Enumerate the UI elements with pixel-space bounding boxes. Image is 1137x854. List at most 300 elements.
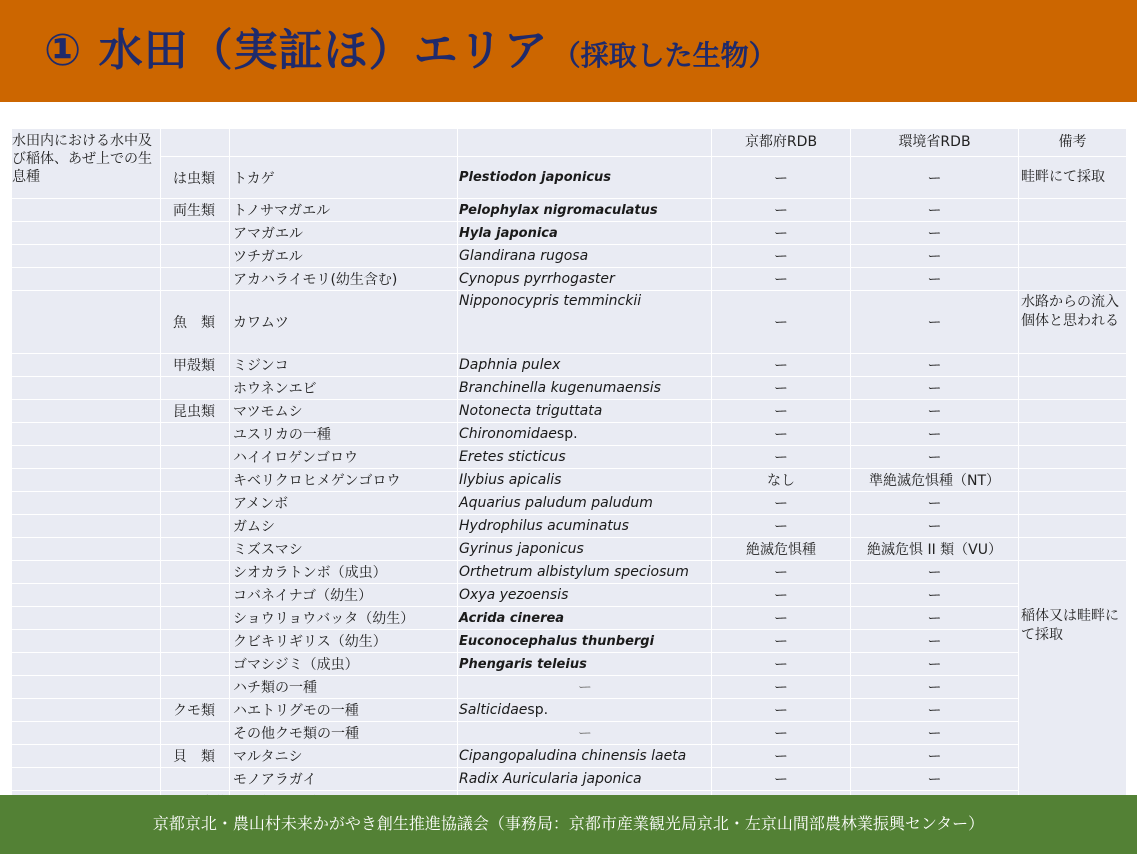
scientific-name-cell-text: Hydrophilus acuminatus	[459, 518, 629, 534]
merged-note-cell: 稲体又は畦畔にて採取	[1019, 561, 1126, 813]
category-cell	[161, 469, 229, 491]
kyoto-rdb-cell	[712, 446, 850, 468]
scientific-name-cell-text: Cipangopaludina chinensis laeta	[459, 748, 687, 764]
japanese-name-cell	[230, 584, 457, 606]
env-rdb-cell-text: ー	[927, 315, 942, 331]
category-cell-text: 魚 類	[173, 315, 215, 331]
japanese-name-cell-text: ミジンコ	[233, 358, 289, 374]
japanese-name-cell-text: コバネイナゴ（幼生）	[233, 588, 373, 604]
note-cell	[1019, 538, 1126, 560]
note-cell-text: 畦畔にて採取	[1021, 169, 1105, 185]
kyoto-rdb-cell-text: ー	[774, 272, 788, 288]
category-cell	[161, 607, 229, 629]
habitat-cell	[12, 584, 160, 606]
kyoto-rdb-cell-text: ー	[774, 519, 788, 535]
category-cell-text: 昆虫類	[173, 404, 215, 420]
habitat-cell	[12, 676, 160, 698]
table-row	[12, 354, 1126, 377]
habitat-cell	[12, 222, 160, 244]
habitat-cell	[12, 515, 160, 537]
env-rdb-cell-text: ー	[927, 772, 942, 788]
scientific-name-cell-text: Chironomidae	[459, 426, 557, 442]
env-rdb-cell-text: 絶滅危惧 II 類（VU）	[867, 542, 1002, 558]
env-rdb-cell-text: ー	[927, 358, 942, 374]
category-cell-text: 甲殻類	[173, 358, 215, 374]
scientific-name-cell-text: Salticidae	[459, 702, 528, 718]
japanese-name-cell-text: マルタニシ	[233, 749, 303, 765]
note-cell	[1019, 423, 1126, 445]
japanese-name-cell-text: ミズスマシ	[233, 542, 303, 558]
scientific-name-cell-text: Acrida cinerea	[459, 610, 565, 626]
scientific-name-cell	[458, 245, 711, 267]
scientific-name-cell-text: Gyrinus japonicus	[459, 541, 584, 557]
table-row	[12, 245, 1126, 268]
env-rdb-cell	[851, 157, 1018, 198]
japanese-name-cell-text: ユスリカの一種	[233, 427, 331, 443]
japanese-name-cell	[230, 222, 457, 244]
kyoto-rdb-cell	[712, 768, 850, 790]
japanese-name-cell	[230, 268, 457, 290]
habitat-cell	[12, 446, 160, 468]
kyoto-rdb-cell	[712, 222, 850, 244]
kyoto-rdb-cell-text: ー	[774, 703, 788, 719]
kyoto-rdb-cell	[712, 400, 850, 422]
scientific-name-cell	[458, 676, 711, 698]
kyoto-rdb-cell	[712, 699, 850, 721]
slide-title	[44, 20, 777, 82]
note-cell	[1019, 354, 1126, 376]
env-rdb-cell-text: ー	[927, 634, 942, 650]
kyoto-rdb-cell	[712, 630, 850, 652]
scientific-name-cell	[458, 469, 711, 491]
kyoto-rdb-cell	[712, 515, 850, 537]
kyoto-rdb-cell-text: ー	[774, 772, 788, 788]
kyoto-rdb-cell	[712, 745, 850, 767]
kyoto-rdb-cell	[712, 653, 850, 675]
category-cell	[161, 699, 229, 721]
env-rdb-cell-text: ー	[927, 611, 942, 627]
category-cell	[161, 722, 229, 744]
japanese-name-cell	[230, 354, 457, 376]
category-cell-text: クモ類	[173, 703, 215, 719]
japanese-name-cell-text: ゴマシジミ（成虫）	[233, 657, 359, 673]
category-cell	[161, 354, 229, 376]
title-subtitle: （採取した生物）	[552, 39, 777, 72]
scientific-name-cell	[458, 653, 711, 675]
habitat-cell	[12, 607, 160, 629]
env-rdb-cell-text: ー	[927, 272, 942, 288]
habitat-cell	[12, 423, 160, 445]
scientific-name-cell	[458, 584, 711, 606]
japanese-name-cell-text: ハイイロゲンゴロウ	[233, 450, 359, 466]
env-rdb-cell-text: ー	[927, 565, 942, 581]
category-cell	[161, 745, 229, 767]
env-rdb-cell	[851, 768, 1018, 790]
scientific-name-cell-text: Euconocephalus thunbergi	[459, 633, 655, 649]
japanese-name-cell-text: カワムツ	[233, 315, 289, 331]
category-cell	[161, 377, 229, 399]
sp-suffix: sp.	[527, 702, 549, 718]
env-rdb-cell	[851, 722, 1018, 744]
scientific-name-cell-text: Notonecta triguttata	[459, 403, 603, 419]
env-rdb-cell-text: ー	[927, 588, 942, 604]
scientific-name-cell	[458, 492, 711, 514]
habitat-cell	[12, 469, 160, 491]
env-rdb-cell-text: ー	[927, 519, 942, 535]
scientific-name-cell-text: ー	[578, 680, 592, 696]
species-table	[12, 129, 1126, 792]
env-rdb-cell-text: ー	[927, 203, 942, 219]
scientific-name-cell	[458, 268, 711, 290]
category-cell	[161, 561, 229, 583]
header-notes: 備考	[1019, 129, 1126, 156]
scientific-name-cell-text: Radix Auricularia japonica	[459, 771, 642, 787]
env-rdb-cell-text: 準絶滅危惧種（NT）	[868, 473, 1001, 489]
scientific-name-cell	[458, 607, 711, 629]
japanese-name-cell	[230, 653, 457, 675]
category-cell	[161, 538, 229, 560]
kyoto-rdb-cell-text: ー	[774, 496, 788, 512]
japanese-name-cell	[230, 630, 457, 652]
kyoto-rdb-cell-text: 絶滅危惧種	[746, 542, 816, 558]
japanese-name-cell-text: ツチガエル	[233, 249, 303, 265]
header-env-rdb: 環境省RDB	[851, 129, 1018, 156]
japanese-name-cell	[230, 561, 457, 583]
scientific-name-cell-text: Hyla japonica	[459, 225, 558, 241]
scientific-name-cell-text: Aquarius paludum paludum	[459, 495, 653, 511]
scientific-name-cell-text: ー	[578, 726, 592, 742]
scientific-name-cell	[458, 515, 711, 537]
japanese-name-cell	[230, 699, 457, 721]
table-row	[12, 446, 1126, 469]
japanese-name-cell	[230, 291, 457, 353]
table-row	[12, 676, 1126, 699]
japanese-name-cell	[230, 199, 457, 221]
footer-organization: 京都京北・農山村未来かがやき創生推進協議会（事務局：京都市産業観光局京北・左京山間部農林業振興センター）	[0, 795, 1137, 854]
category-cell	[161, 423, 229, 445]
scientific-name-cell-text: Glandirana rugosa	[459, 248, 589, 264]
env-rdb-cell	[851, 423, 1018, 445]
scientific-name-cell-text: Phengaris teleius	[459, 656, 587, 672]
note-cell	[1019, 377, 1126, 399]
habitat-cell	[12, 199, 160, 221]
habitat-cell	[12, 653, 160, 675]
category-cell-text: は虫類	[173, 170, 215, 187]
scientific-name-cell	[458, 446, 711, 468]
env-rdb-cell	[851, 400, 1018, 422]
japanese-name-cell-text: ホウネンエビ	[233, 381, 317, 397]
kyoto-rdb-cell-text: ー	[774, 427, 788, 443]
env-rdb-cell-text: ー	[927, 450, 942, 466]
env-rdb-cell	[851, 469, 1018, 491]
note-cell	[1019, 291, 1126, 353]
category-cell	[161, 630, 229, 652]
kyoto-rdb-cell	[712, 469, 850, 491]
category-cell	[161, 268, 229, 290]
kyoto-rdb-cell-text: ー	[774, 404, 788, 420]
note-cell-text: 水路からの流入個体と思われる	[1021, 294, 1119, 329]
env-rdb-cell	[851, 676, 1018, 698]
env-rdb-cell-text: ー	[927, 657, 942, 673]
category-cell	[161, 676, 229, 698]
japanese-name-cell	[230, 400, 457, 422]
env-rdb-cell	[851, 538, 1018, 560]
category-cell	[161, 768, 229, 790]
japanese-name-cell	[230, 607, 457, 629]
env-rdb-cell-text: ー	[927, 427, 942, 443]
table-row	[12, 699, 1126, 722]
table-row	[12, 561, 1126, 584]
japanese-name-cell-text: トカゲ	[233, 170, 275, 187]
env-rdb-cell	[851, 630, 1018, 652]
header-cell-category	[161, 129, 229, 156]
category-cell	[161, 245, 229, 267]
habitat-cell	[12, 538, 160, 560]
habitat-cell	[12, 268, 160, 290]
sp-suffix: sp.	[556, 426, 578, 442]
table-row	[12, 515, 1126, 538]
japanese-name-cell-text: ハチ類の一種	[233, 680, 317, 696]
japanese-name-cell-text: ガムシ	[233, 519, 275, 535]
scientific-name-cell-text: Pelophylax nigromaculatus	[459, 202, 658, 218]
japanese-name-cell	[230, 538, 457, 560]
category-cell	[161, 584, 229, 606]
kyoto-rdb-cell-text: ー	[774, 680, 788, 696]
env-rdb-cell-text: ー	[927, 249, 942, 265]
japanese-name-cell-text: シオカラトンボ（成虫）	[233, 565, 387, 581]
category-cell	[161, 515, 229, 537]
table-row	[12, 492, 1126, 515]
scientific-name-cell	[458, 377, 711, 399]
habitat-cell	[12, 291, 160, 353]
table-row	[12, 199, 1126, 222]
kyoto-rdb-cell	[712, 354, 850, 376]
scientific-name-cell	[458, 699, 711, 721]
japanese-name-cell	[230, 157, 457, 198]
category-cell	[161, 291, 229, 353]
category-cell	[161, 446, 229, 468]
category-cell	[161, 222, 229, 244]
habitat-cell	[12, 722, 160, 744]
category-cell	[161, 199, 229, 221]
kyoto-rdb-cell-text: ー	[774, 170, 788, 187]
env-rdb-cell	[851, 222, 1018, 244]
scientific-name-cell-text: Ilybius apicalis	[459, 472, 562, 488]
habitat-cell	[12, 245, 160, 267]
habitat-cell	[12, 400, 160, 422]
note-cell	[1019, 515, 1126, 537]
header-kyoto-rdb: 京都府RDB	[712, 129, 850, 156]
japanese-name-cell	[230, 423, 457, 445]
note-cell	[1019, 222, 1126, 244]
note-cell	[1019, 400, 1126, 422]
habitat-cell	[12, 630, 160, 652]
scientific-name-cell	[458, 745, 711, 767]
japanese-name-cell	[230, 745, 457, 767]
env-rdb-cell-text: ー	[927, 381, 942, 397]
env-rdb-cell	[851, 268, 1018, 290]
env-rdb-cell	[851, 446, 1018, 468]
env-rdb-cell	[851, 199, 1018, 221]
env-rdb-cell-text: ー	[927, 496, 942, 512]
kyoto-rdb-cell	[712, 584, 850, 606]
table-row	[12, 157, 1126, 199]
habitat-cell	[12, 561, 160, 583]
table-row	[12, 222, 1126, 245]
env-rdb-cell	[851, 291, 1018, 353]
japanese-name-cell-text: モノアラガイ	[233, 772, 317, 788]
note-cell	[1019, 446, 1126, 468]
japanese-name-cell	[230, 492, 457, 514]
env-rdb-cell	[851, 515, 1018, 537]
kyoto-rdb-cell-text: ー	[774, 657, 788, 673]
note-cell	[1019, 157, 1126, 198]
japanese-name-cell-text: その他クモ類の一種	[233, 726, 359, 742]
kyoto-rdb-cell-text: ー	[774, 588, 788, 604]
table-row	[12, 538, 1126, 561]
env-rdb-cell-text: ー	[927, 226, 942, 242]
habitat-cell	[12, 354, 160, 376]
table-row	[12, 377, 1126, 400]
scientific-name-cell-text: Oxya yezoensis	[459, 587, 569, 603]
kyoto-rdb-cell	[712, 561, 850, 583]
kyoto-rdb-cell-text: ー	[774, 634, 788, 650]
env-rdb-cell	[851, 653, 1018, 675]
japanese-name-cell-text: クビキリギリス（幼生）	[233, 634, 387, 650]
japanese-name-cell	[230, 469, 457, 491]
habitat-cell	[12, 699, 160, 721]
table-row	[12, 722, 1126, 745]
env-rdb-cell	[851, 377, 1018, 399]
habitat-intro: 水田内における水中及び稲体、あぜ上での生息種	[12, 129, 160, 198]
table-row	[12, 469, 1126, 492]
table-row	[12, 768, 1126, 791]
kyoto-rdb-cell	[712, 492, 850, 514]
japanese-name-cell-text: アメンボ	[233, 496, 289, 512]
scientific-name-cell-text: Daphnia pulex	[459, 357, 561, 373]
env-rdb-cell	[851, 245, 1018, 267]
scientific-name-cell	[458, 768, 711, 790]
scientific-name-cell	[458, 722, 711, 744]
scientific-name-cell-text: Branchinella kugenumaensis	[459, 380, 661, 396]
japanese-name-cell	[230, 768, 457, 790]
title-main: ① 水田（実証ほ）エリア	[44, 25, 549, 76]
env-rdb-cell-text: ー	[927, 749, 942, 765]
scientific-name-cell	[458, 354, 711, 376]
env-rdb-cell	[851, 584, 1018, 606]
table-row	[12, 268, 1126, 291]
header-cell-scientific	[458, 129, 711, 156]
japanese-name-cell	[230, 515, 457, 537]
note-cell	[1019, 245, 1126, 267]
kyoto-rdb-cell-text: ー	[774, 450, 788, 466]
scientific-name-cell	[458, 222, 711, 244]
habitat-cell	[12, 377, 160, 399]
kyoto-rdb-cell	[712, 245, 850, 267]
kyoto-rdb-cell-text: なし	[767, 473, 795, 489]
table-row	[12, 653, 1126, 676]
scientific-name-cell-text: Nipponocypris temminckii	[459, 293, 642, 309]
scientific-name-cell	[458, 561, 711, 583]
env-rdb-cell	[851, 745, 1018, 767]
slide-header	[0, 0, 1137, 102]
kyoto-rdb-cell	[712, 291, 850, 353]
category-cell	[161, 400, 229, 422]
kyoto-rdb-cell	[712, 538, 850, 560]
env-rdb-cell-text: ー	[927, 404, 942, 420]
kyoto-rdb-cell	[712, 199, 850, 221]
japanese-name-cell-text: ハエトリグモの一種	[233, 703, 359, 719]
scientific-name-cell	[458, 157, 711, 198]
kyoto-rdb-cell-text: ー	[774, 249, 788, 265]
env-rdb-cell	[851, 607, 1018, 629]
scientific-name-cell	[458, 400, 711, 422]
header-cell-name	[230, 129, 457, 156]
kyoto-rdb-cell	[712, 268, 850, 290]
scientific-name-cell-text: Eretes sticticus	[459, 449, 566, 465]
scientific-name-cell	[458, 291, 711, 353]
table-row	[12, 400, 1126, 423]
scientific-name-cell	[458, 423, 711, 445]
note-cell	[1019, 268, 1126, 290]
note-cell	[1019, 199, 1126, 221]
table-row	[12, 584, 1126, 607]
category-cell	[161, 157, 229, 198]
kyoto-rdb-cell	[712, 676, 850, 698]
kyoto-rdb-cell	[712, 722, 850, 744]
category-cell-text: 両生類	[173, 203, 215, 219]
kyoto-rdb-cell	[712, 423, 850, 445]
japanese-name-cell-text: ショウリョウバッタ（幼生）	[233, 611, 415, 627]
japanese-name-cell	[230, 676, 457, 698]
kyoto-rdb-cell-text: ー	[774, 565, 788, 581]
env-rdb-cell	[851, 354, 1018, 376]
kyoto-rdb-cell-text: ー	[774, 381, 788, 397]
env-rdb-cell	[851, 492, 1018, 514]
japanese-name-cell	[230, 722, 457, 744]
habitat-cell	[12, 745, 160, 767]
japanese-name-cell-text: アマガエル	[233, 226, 303, 242]
env-rdb-cell	[851, 561, 1018, 583]
table-row	[12, 291, 1126, 354]
japanese-name-cell-text: アカハライモリ(幼生含む)	[233, 272, 398, 288]
scientific-name-cell-text: Cynopus pyrrhogaster	[459, 271, 615, 287]
env-rdb-cell-text: ー	[927, 170, 942, 187]
category-cell	[161, 653, 229, 675]
kyoto-rdb-cell-text: ー	[774, 611, 788, 627]
kyoto-rdb-cell-text: ー	[774, 203, 788, 219]
kyoto-rdb-cell-text: ー	[774, 358, 788, 374]
scientific-name-cell-text: Orthetrum albistylum speciosum	[459, 564, 689, 580]
japanese-name-cell	[230, 377, 457, 399]
scientific-name-cell	[458, 199, 711, 221]
kyoto-rdb-cell	[712, 607, 850, 629]
table-row	[12, 630, 1126, 653]
kyoto-rdb-cell	[712, 157, 850, 198]
japanese-name-cell	[230, 446, 457, 468]
scientific-name-cell-text: Plestiodon japonicus	[459, 170, 612, 185]
kyoto-rdb-cell-text: ー	[774, 315, 788, 331]
env-rdb-cell-text: ー	[927, 726, 942, 742]
env-rdb-cell	[851, 699, 1018, 721]
japanese-name-cell	[230, 245, 457, 267]
table-row	[12, 423, 1126, 446]
kyoto-rdb-cell-text: ー	[774, 749, 788, 765]
scientific-name-cell	[458, 538, 711, 560]
env-rdb-cell-text: ー	[927, 703, 942, 719]
kyoto-rdb-cell-text: ー	[774, 226, 788, 242]
table-row	[12, 607, 1126, 630]
